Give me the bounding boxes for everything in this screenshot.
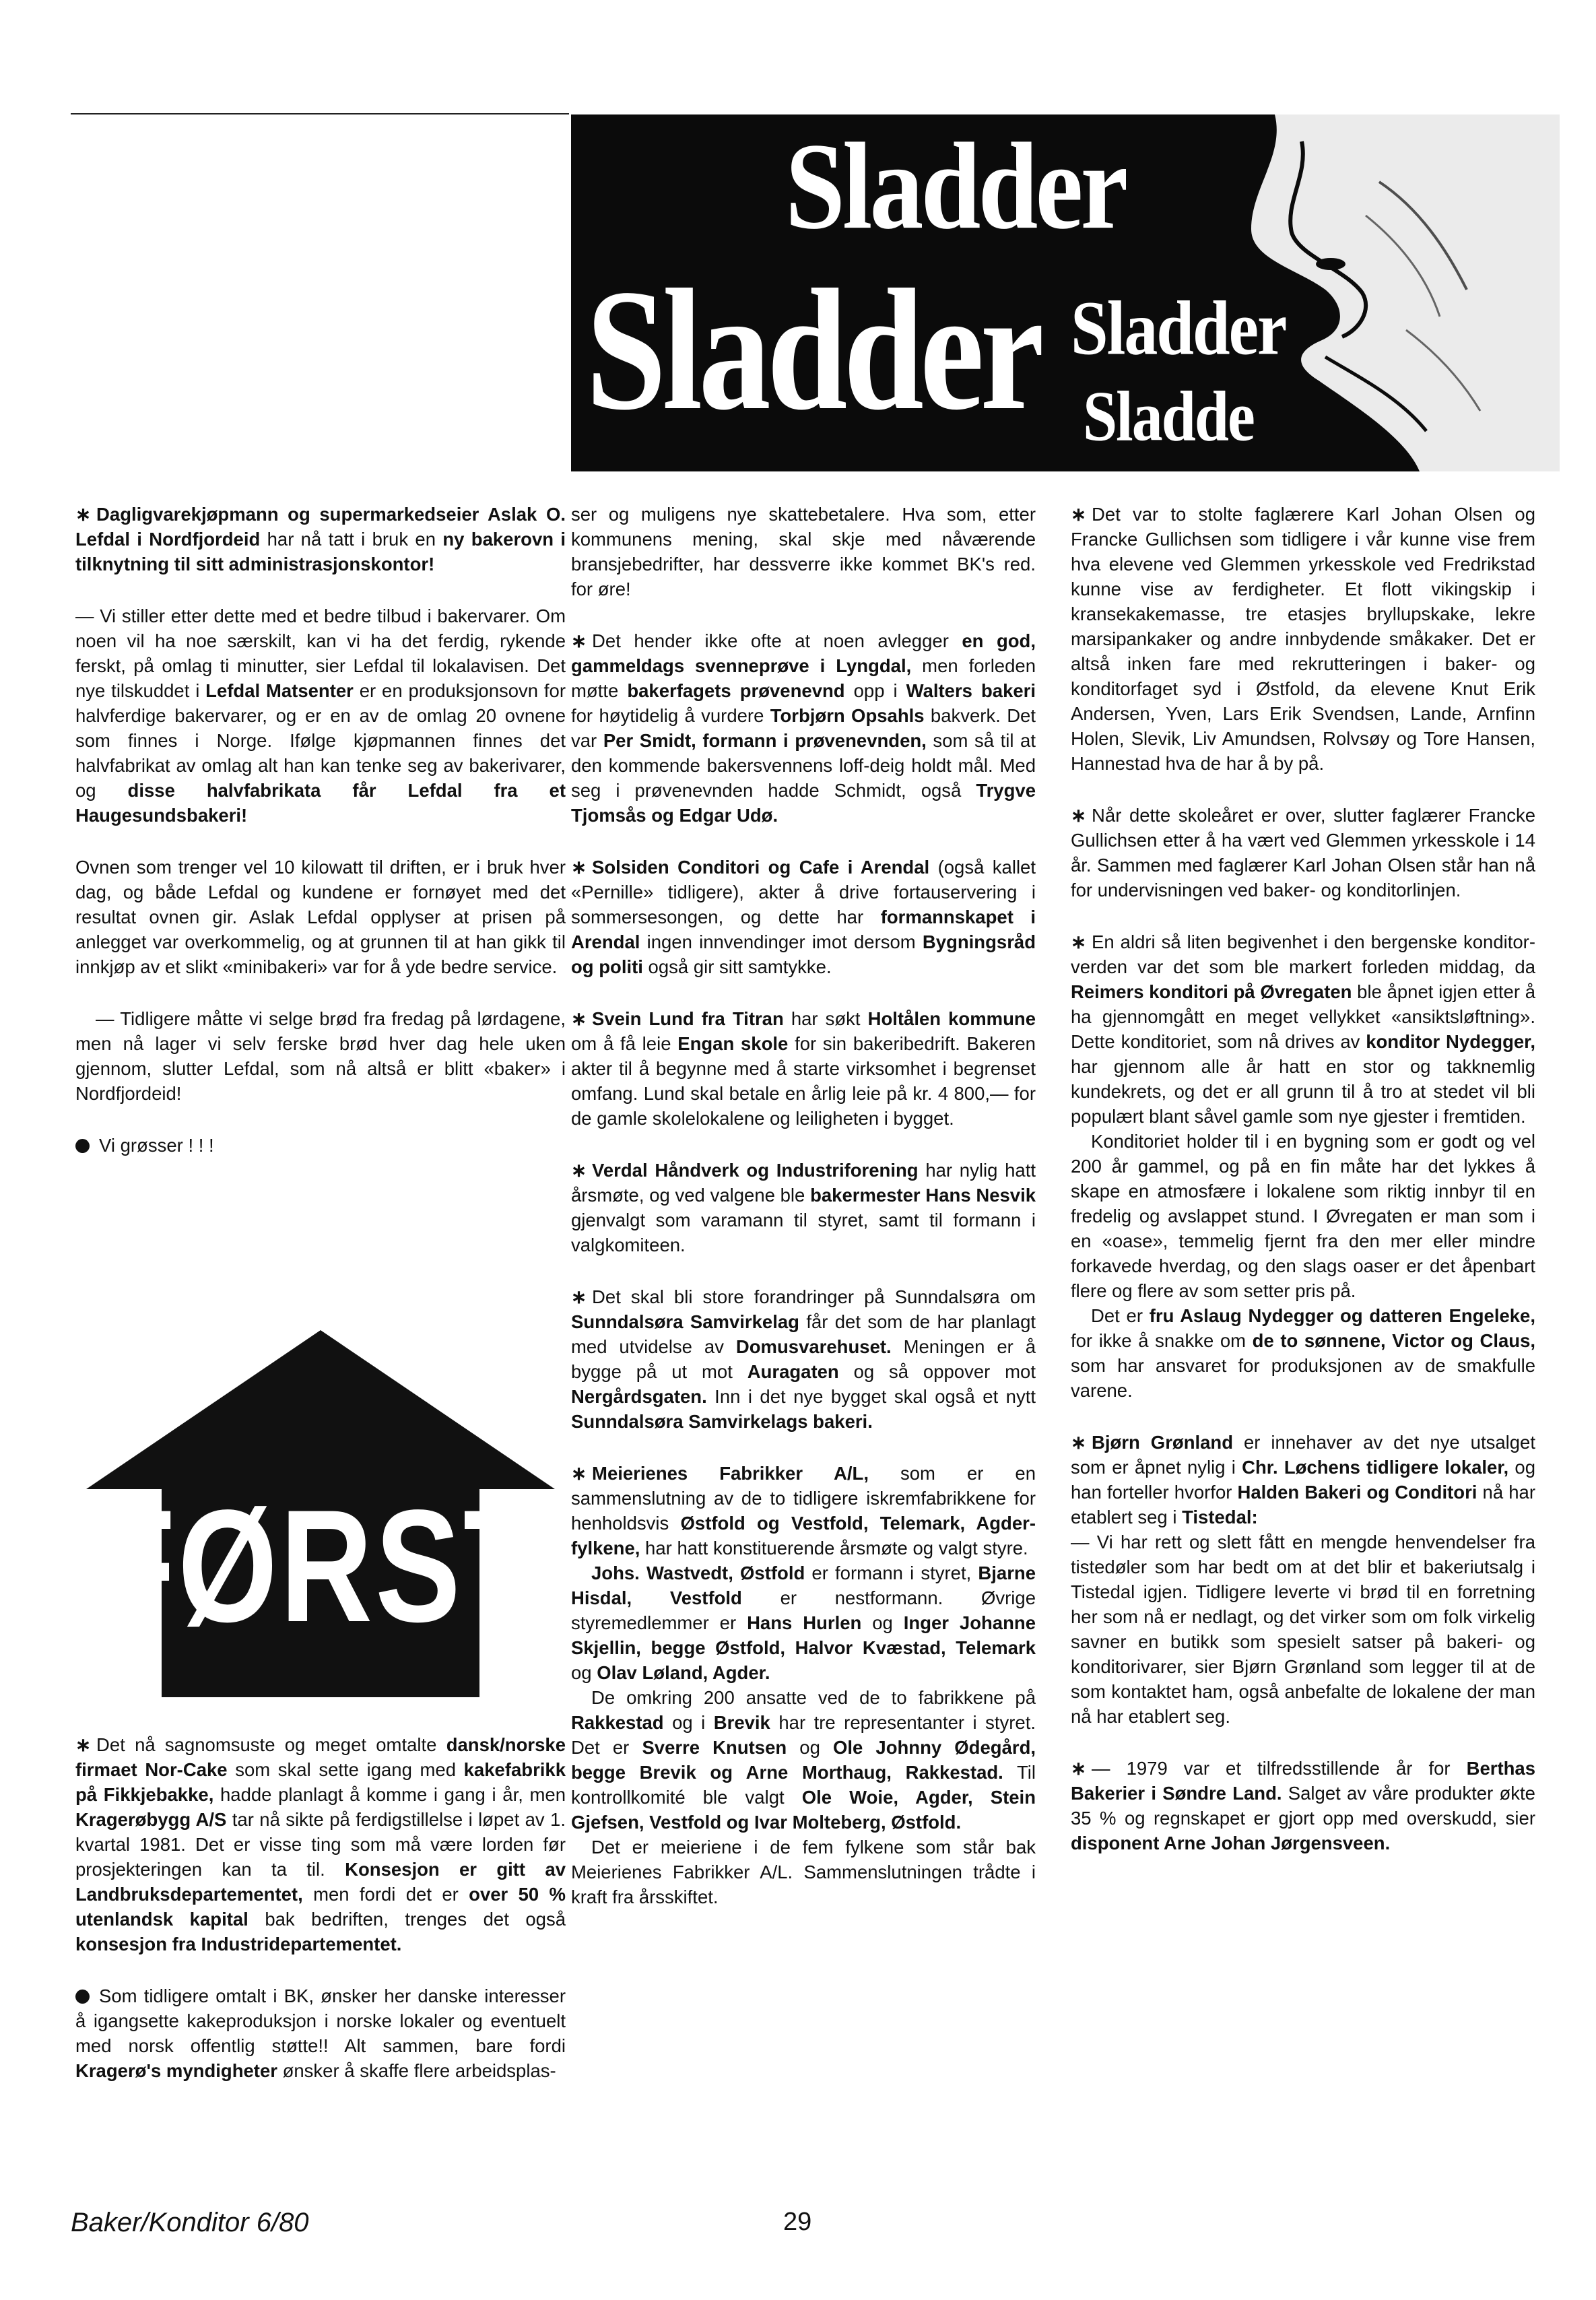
article-gronland: ∗ Bjørn Grønland er innehaver av det nye utsalget som er åpnet nylig i Chr. Løchens tidligere lokaler, og han forteller hvorfor Halden Bakeri og Conditori nå har etablert seg i Tistedal:: [1071, 1432, 1536, 1527]
star-icon: ∗: [571, 1286, 587, 1307]
article-reimers: ∗ En aldri så liten begivenhet i den bergenske konditor-verden var det som ble markert forleden middag, da Reimers konditori på Øvregaten ble åpnet igjen etter å ha gjennomgått en meget vellykket «ansiktsløftning». Dette konditoriet, som nå drives av konditor Nydegger, har gjennom alle år hatt en stor og takknemlig kundekrets, og det er all grunn til å tro at stedet vil bli populært blant såvel gamle som nye gjester i fremtiden.: [1071, 931, 1536, 1127]
article-gronland-quote: — Vi har rett og slett fått en mengde henvendelser fra tistedøler som har bedt om at det blir et bakeriutsalg i Tistedal igjen. Tidligere leverte vi brød til en forretning her som nå er nedlagt, og det virker som om folk virkelig savner en butikk som spesielt satser på bakeri- og konditorivarer, sier Bjørn Grønland som legger til at de som kontaktet ham, også anbefalte de lokalene der man nå har etablert seg.: [1071, 1532, 1535, 1727]
bullet-dot-icon: [75, 1990, 90, 2004]
star-icon: ∗: [75, 1734, 92, 1755]
article-meierienes-closing: Det er meieriene i de fem fylkene som står bak Meierienes Fabrikker A/L. Sammenslutningen trådte i kraft fra årsskiftet.: [571, 1837, 1036, 1907]
star-icon: ∗: [1071, 931, 1087, 952]
magazine-name: Baker/Konditor 6/80: [71, 2208, 309, 2237]
article-gullichsen: ∗ Når dette skoleåret er over, slutter faglærer Francke Gullichsen etter å ha vært ved Glemmen yrkesskole i 14 år. Sammen med faglærer Karl Johan Olsen står han nå for undervisningen ved baker- og konditorlinjen.: [1071, 805, 1535, 900]
article-meierienes: ∗ Meierienes Fabrikker A/L, som er en sammenslutning av de to tidligere iskremfabrikkene for henholdsvis Østfold og Vestfold, Telemark, Agder-fylkene, har hatt konstituerende årsmøte og valgt styre.: [571, 1463, 1036, 1558]
article-berthas: ∗ — 1979 var et tilfredsstillende år for Berthas Bakerier i Søndre Land. Salget av våre produkter økte 35 % og regnskapet er gjort opp med overskudd, sier disponent Arne Johan Jørgensveen.: [1071, 1758, 1535, 1853]
forst-label: FØRST: [97, 1477, 544, 1656]
banner-word-3: Sladder: [1071, 285, 1286, 371]
star-icon: ∗: [1071, 1758, 1087, 1779]
star-icon: ∗: [571, 630, 587, 651]
star-icon: ∗: [571, 1008, 587, 1029]
star-icon: ∗: [1071, 1432, 1087, 1453]
article-kragero-continued: ser og muligens nye skattebetalere. Hva som, etter kommunens mening, skal skje med nåværende bransjebedrifter, har dessverre ikke kommet BK's red. for øre!: [571, 504, 1036, 599]
banner-word-4: Sladde: [1083, 376, 1254, 456]
article-svein-lund: ∗ Svein Lund fra Titran har søkt Holtålen kommune om å få leie Engan skole for sin bakeribedrift. Bakeren akter til å begynne med å starte virksomhet i begrenset omfang. Lund skal betale en årlig leie på kr. 4 800,— for de gamle skolelokalene og leiligheten i bygget.: [571, 1008, 1036, 1129]
star-icon: ∗: [571, 857, 587, 878]
article-lyngdal-svenneprove: ∗ Det hender ikke ofte at noen avlegger en god, gammeldags svenneprøve i Lyngdal, men forleden møtte bakerfagets prøvenevnd opp i Walters bakeri for høytidelig å vurdere Torbjørn Opsahls bakverk. Det var Per Smidt, formann i prøvenevnden, som så til at den kommende bakersvennens loff-deig holdt mål. Med seg i prøvenevnden hadde Schmidt, også Trygve Tjomsås og Edgar Udø.: [571, 630, 1036, 826]
article-vi-grosser: Vi grøsser ! ! !: [75, 1133, 566, 1158]
article-verdal: ∗ Verdal Håndverk og Industriforening har nylig hatt årsmøte, og ved valgene ble bakermester Hans Nesvik gjenvalgt som varamann til styret, samt til formann i valgkomiteen.: [571, 1160, 1036, 1255]
column-2: [571, 502, 1036, 1909]
star-icon: ∗: [571, 1463, 587, 1484]
star-icon: ∗: [75, 504, 92, 525]
sladder-banner: [571, 114, 1560, 471]
article-sunndalsora: ∗ Det skal bli store forandringer på Sunndalsøra om Sunndalsøra Samvirkelag får det som de har planlagt med utvidelse av Domusvarehuset. Meningen er å bygge på ut mot Auragaten og så oppover mot Nergårdsgaten. Inn i det nye bygget skal også et nytt Sunndalsøra Samvirkelags bakeri.: [571, 1286, 1036, 1432]
article-lefdal-intro: ∗ Dagligvarekjøpmann og supermarkedseier Aslak O. Lefdal i Nordfjordeid har nå tatt i bruk en ny bakerovn i tilknytning til sitt administrasjonskontor!: [75, 504, 566, 574]
article-lefdal-closing: — Tidligere måtte vi selge brød fra fredag på lørdagene, men nå lager vi selv ferske brød hver dag hele uken gjennom, slutter Lefdal, som nå altså er blitt «baker» i Nordfjordeid!: [75, 1008, 566, 1104]
article-reimers-building: Konditoriet holder til i en bygning som er godt og vel 200 år gammel, og på en fin måte har det lykkes å skape en atmosfære i lokalene som riktig innbyr til en fredelig og avslappet stund. I Øvregaten er man som i en «oase», temmelig fjernt fra den mer eller mindre forkavede hverdag, og den slags oaser er det åpenbart flere og flere av som setter pris på.: [1071, 1131, 1535, 1301]
star-icon: ∗: [1071, 805, 1087, 826]
article-reimers-family: Det er fru Aslaug Nydegger og datteren Engeleke, for ikke å snakke om de to sønnene, Victor og Claus, som har ansvaret for produksjonen av de smakfulle varene.: [1071, 1305, 1536, 1401]
column-1: [75, 502, 566, 1185]
page-number: 29: [783, 2208, 812, 2236]
article-lefdal-quote: — Vi stiller etter dette med et bedre tilbud i bakervarer. Om noen vil ha noe særskilt, kan vi ha det ferdig, rykende ferskt, på omlag ti minutter, sier Lefdal til lokalavisen. Det nye tilskuddet i Lefdal Matsenter er en produksjonsovn for halvferdige bakervarer, og er en av de omlag 20 ovnene som finnes i Norge. Ifølge kjøpmannen finnes det halvfabrikat av omlag alt han kan tenke seg av bakerivarer, og disse halvfabrikata får Lefdal fra et Haugesundsbakeri!: [75, 605, 566, 826]
star-icon: ∗: [571, 1160, 587, 1181]
forst-arrow-graphic: [75, 1323, 566, 1701]
article-glemmen: ∗ Det var to stolte faglærere Karl Johan Olsen og Francke Gullichsen som tidligere i vår kunne vise frem hva elevene ved Glemmen yrkesskole ved Fredrikstad kunne vise av ferdigheter. Et flott vikingskip i kransekakemasse, tre etasjes bryllupskake, lekre marsipankaker og andre innbydende småkaker. Det er altså inken fare med rekrutteringen i baker- og konditorfaget syd i Østfold, da elevene Knut Erik Andersen, Yven, Lars Erik Svendsen, Lande, Arnfinn Holen, Slevik, Liv Amundsen, Rolvsøy og Tore Hansen, Hannestad hva de har å by på.: [1071, 504, 1535, 774]
header-rule: [71, 113, 569, 114]
bullet-dot-icon: [75, 1139, 90, 1153]
article-kragero: Som tidligere omtalt i BK, ønsker her danske interesser å igangsette kakeproduksjon i norske lokaler og eventuelt med norsk offentlig støtte!! Alt sammen, bare fordi Kragerø's myndigheter ønsker å skaffe flere arbeidsplas-: [75, 1985, 566, 2081]
banner-word-2: Sladder: [586, 253, 1040, 447]
banner-word-1: Sladder: [785, 117, 1126, 255]
column-1-lower: [75, 1732, 566, 2083]
article-solsiden-arendal: ∗ Solsiden Conditori og Cafe i Arendal (også kallet «Pernille» tidligere), akter å drive fortauservering i sommersesongen, og dette har formannskapet i Arendal ingen innvendinger imot dersom Bygningsråd og politi også gir sitt samtykke.: [571, 857, 1036, 977]
article-meierienes-employees: De omkring 200 ansatte ved de to fabrikkene på Rakkestad og i Brevik har tre representanter i styret. Det er Sverre Knutsen og Ole Johnny Ødegård, begge Brevik og Arne Morthaug, Rakkestad. Til kontrollkomité ble valgt Ole Woie, Agder, Stein Gjefsen, Vestfold og Ivar Molteberg, Østfold.: [571, 1687, 1036, 1833]
article-nor-cake: ∗ Det nå sagnomsuste og meget omtalte dansk/norske firmaet Nor-Cake som skal sette igang med kakefabrikk på Fikkjebakke, hadde planlagt å komme i gang i år, men Kragerøbygg A/S tar nå sikte på ferdigstillelse i løpet av 1. kvartal 1981. Det er visse ting som må være lorden før prosjekteringen kan ta til. Konsesjon er gitt av Landbruksdepartementet, men fordi det er over 50 % utenlandsk kapital bak bedriften, trenges det også konsesjon fra Industridepartementet.: [75, 1734, 566, 1954]
column-3: [1071, 502, 1535, 1882]
article-lefdal-oven: Ovnen som trenger vel 10 kilowatt til driften, er i bruk hver dag, og både Lefdal og kundene er fornøyet med det resultat ovnen gir. Aslak Lefdal opplyser at prisen på anlegget var overkommelig, og at grunnen til at han gikk til innkjøp av et slikt «minibakeri» var for å yde bedre service.: [75, 857, 566, 977]
star-icon: ∗: [1071, 504, 1087, 525]
article-meierienes-board: Johs. Wastvedt, Østfold er formann i styret, Bjarne Hisdal, Vestfold er nestformann. Øvrige styremedlemmer er Hans Hurlen og Inger Johanne Skjellin, begge Østfold, Halvor Kvæstad, Telemark og Olav Løland, Agder.: [571, 1563, 1036, 1683]
